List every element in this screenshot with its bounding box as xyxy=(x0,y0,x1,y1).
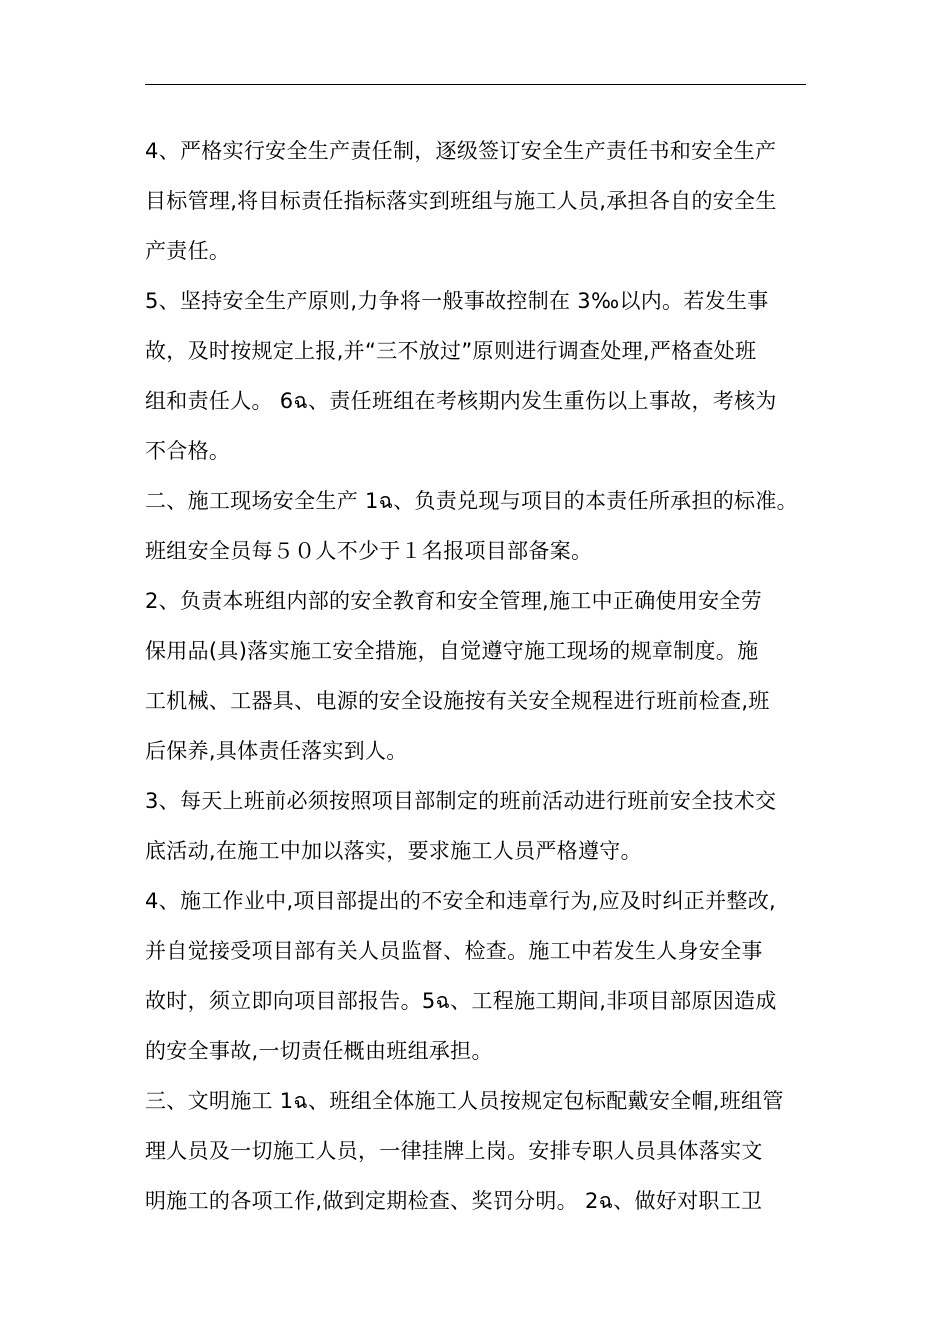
text-line: 明施工的各项工作,做到定期检查、奖罚分明。 2ฉ、做好对职工卫 xyxy=(145,1189,763,1213)
text-line: 保用品(具)落实施工安全措施，自觉遵守施工现场的规章制度。施 xyxy=(145,639,759,663)
text-line: 后保养,具体责任落实到人。 xyxy=(145,739,408,763)
text-line: 不合格。 xyxy=(145,439,231,463)
text-line: 二、施工现场安全生产 1ฉ、负责兑现与项目的本责任所承担的标准。 xyxy=(145,489,798,513)
text-line: 4、施工作业中,项目部提出的不安全和违章行为,应及时纠正并整改, xyxy=(145,889,776,913)
text-line: 理人员及一切施工人员，一律挂牌上岗。安排专职人员具体落实文 xyxy=(145,1139,763,1163)
text-line: 故时，须立即向项目部报告。5ฉ、工程施工期间,非项目部原因造成 xyxy=(145,989,777,1013)
text-line: 三、文明施工 1ฉ、班组全体施工人员按规定包标配戴安全帽,班组管 xyxy=(145,1089,784,1113)
text-line: 底活动,在施工中加以落实，要求施工人员严格遵守。 xyxy=(145,839,642,863)
text-line: 4、严格实行安全生产责任制，逐级签订安全生产责任书和安全生产 xyxy=(145,139,777,163)
text-line: 班组安全员每５０人不少于１名报项目部备案。 xyxy=(145,539,593,563)
text-line: 工机械、工器具、电源的安全设施按有关安全规程进行班前检查,班 xyxy=(145,689,770,713)
text-line: 的安全事故,一切责任概由班组承担。 xyxy=(145,1039,493,1063)
text-line: 产责任。 xyxy=(145,239,231,263)
text-line: 并自觉接受项目部有关人员监督、检查。施工中若发生人身安全事 xyxy=(145,939,763,963)
header-divider xyxy=(145,84,806,85)
text-line: 组和责任人。 6ฉ、责任班组在考核期内发生重伤以上事故，考核为 xyxy=(145,389,777,413)
text-line: 故，及时按规定上报,并“三不放过”原则进行调查处理,严格查处班 xyxy=(145,339,757,363)
document-body xyxy=(145,126,825,1226)
text-line: 5、坚持安全生产原则,力争将一般事故控制在 3‰以内。若发生事 xyxy=(145,289,769,313)
text-line: 3、每天上班前必须按照项目部制定的班前活动进行班前安全技术交 xyxy=(145,789,777,813)
text-line: 目标管理,将目标责任指标落实到班组与施工人员,承担各自的安全生 xyxy=(145,189,777,213)
text-line: 2、负责本班组内部的安全教育和安全管理,施工中正确使用安全劳 xyxy=(145,589,763,613)
